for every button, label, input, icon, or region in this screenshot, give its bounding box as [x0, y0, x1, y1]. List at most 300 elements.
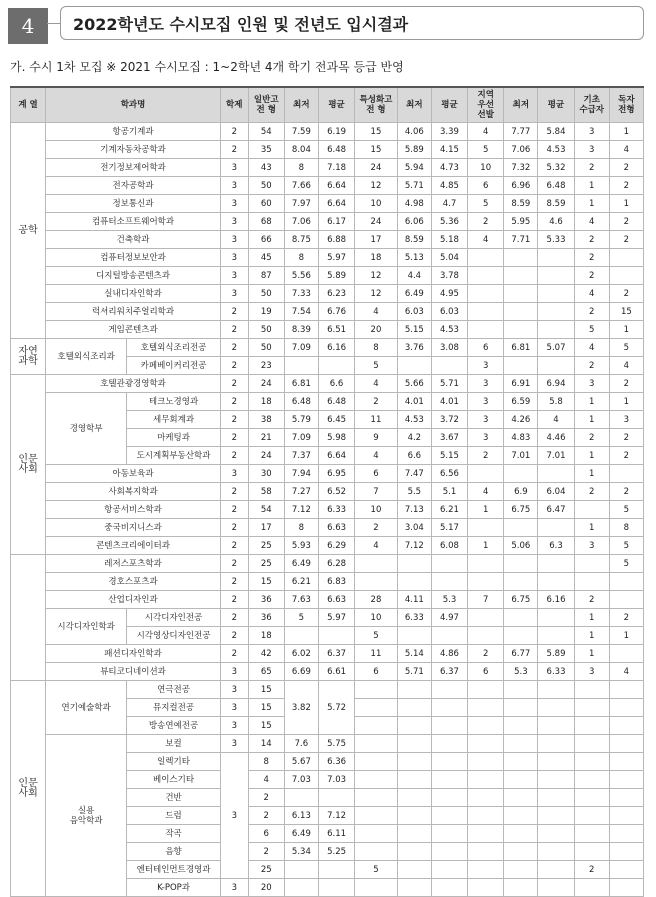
category-cell: 인문 사회 — [11, 681, 46, 897]
value-cell: 6.16 — [538, 591, 574, 609]
value-cell: 4 — [609, 141, 643, 159]
value-cell — [504, 357, 538, 375]
value-cell — [431, 789, 467, 807]
value-cell — [468, 627, 504, 645]
value-cell: 6.03 — [397, 303, 431, 321]
value-cell: 3 — [220, 213, 248, 231]
value-cell: 7 — [355, 483, 398, 501]
value-cell — [468, 717, 504, 735]
value-cell — [431, 555, 467, 573]
value-cell: 8.39 — [284, 321, 318, 339]
col-header: 최저 — [284, 87, 318, 123]
value-cell: 20 — [248, 879, 284, 897]
value-cell: 28 — [355, 591, 398, 609]
value-cell: 3.72 — [431, 411, 467, 429]
value-cell: 5.84 — [538, 123, 574, 141]
value-cell — [609, 753, 643, 771]
value-cell — [468, 771, 504, 789]
table-row — [11, 321, 644, 339]
program-name: 기계자동차공학과 — [46, 141, 221, 159]
table-row — [11, 177, 644, 195]
program-name: 컴퓨터소프트웨어학과 — [46, 213, 221, 231]
value-cell: 7.27 — [284, 483, 318, 501]
value-cell: 5.04 — [431, 249, 467, 267]
value-cell: 4 — [468, 231, 504, 249]
value-cell: 6.33 — [397, 609, 431, 627]
program-name: 호텔관광경영학과 — [46, 375, 221, 393]
value-cell: 4.86 — [431, 645, 467, 663]
value-cell — [397, 879, 431, 897]
table-row — [11, 195, 644, 213]
value-cell: 6.49 — [397, 285, 431, 303]
value-cell: 2 — [574, 483, 609, 501]
value-cell: 2 — [609, 609, 643, 627]
value-cell: 4.2 — [397, 429, 431, 447]
value-cell — [538, 681, 574, 699]
value-cell: 2 — [609, 231, 643, 249]
program-name: 산업디자인과 — [46, 591, 221, 609]
value-cell: 1 — [574, 393, 609, 411]
value-cell — [538, 267, 574, 285]
value-cell: 4.26 — [504, 411, 538, 429]
value-cell: 6.6 — [397, 447, 431, 465]
value-cell: 4.01 — [431, 393, 467, 411]
value-cell — [538, 789, 574, 807]
value-cell: 14 — [248, 735, 284, 753]
table-row — [11, 609, 644, 627]
value-cell: 4.7 — [431, 195, 467, 213]
value-cell: 3.08 — [431, 339, 467, 357]
value-cell — [574, 825, 609, 843]
value-cell: 5.71 — [397, 177, 431, 195]
table-row — [11, 501, 644, 519]
value-cell: 6.88 — [318, 231, 354, 249]
value-cell: 1 — [574, 627, 609, 645]
value-cell — [468, 555, 504, 573]
value-cell: 6.96 — [504, 177, 538, 195]
value-cell — [431, 627, 467, 645]
value-cell: 2 — [220, 519, 248, 537]
value-cell: 6.37 — [431, 663, 467, 681]
value-cell: 6.6 — [318, 375, 354, 393]
value-cell: 4.83 — [504, 429, 538, 447]
value-cell: 3 — [220, 231, 248, 249]
value-cell — [504, 807, 538, 825]
value-cell: 36 — [248, 609, 284, 627]
value-cell — [468, 807, 504, 825]
table-row — [11, 519, 644, 537]
value-cell — [355, 879, 398, 897]
program-name: 항공기계과 — [46, 123, 221, 141]
value-cell — [431, 357, 467, 375]
value-cell: 3 — [468, 357, 504, 375]
section-number: 4 — [8, 8, 48, 44]
program-name: 뷰티코디네이션과 — [46, 663, 221, 681]
value-cell — [574, 735, 609, 753]
value-cell: 3 — [220, 465, 248, 483]
value-cell: 6.49 — [284, 555, 318, 573]
value-cell: 5.89 — [318, 267, 354, 285]
value-cell — [468, 285, 504, 303]
value-cell: 5.34 — [284, 843, 318, 861]
value-cell: 23 — [248, 357, 284, 375]
value-cell: 5.25 — [318, 843, 354, 861]
program-name: 테크노경영과 — [127, 393, 221, 411]
value-cell: 6 — [355, 465, 398, 483]
value-cell: 2 — [248, 843, 284, 861]
value-cell — [504, 699, 538, 717]
value-cell: 4 — [248, 771, 284, 789]
table-row — [11, 267, 644, 285]
value-cell: 12 — [355, 177, 398, 195]
table-row — [11, 375, 644, 393]
value-cell: 38 — [248, 411, 284, 429]
value-cell: 3 — [468, 429, 504, 447]
value-cell — [355, 573, 398, 591]
value-cell — [397, 843, 431, 861]
value-cell — [574, 555, 609, 573]
value-cell: 2 — [220, 303, 248, 321]
value-cell: 5.15 — [431, 447, 467, 465]
value-cell: 30 — [248, 465, 284, 483]
value-cell: 15 — [248, 699, 284, 717]
value-cell: 2 — [609, 447, 643, 465]
program-name: 호텔외식조리전공 — [127, 339, 221, 357]
value-cell: 7.97 — [284, 195, 318, 213]
value-cell: 7.12 — [318, 807, 354, 825]
value-cell: 6.75 — [504, 591, 538, 609]
value-cell: 5 — [284, 609, 318, 627]
value-cell — [538, 825, 574, 843]
value-cell: 15 — [355, 141, 398, 159]
value-cell: 5.1 — [431, 483, 467, 501]
value-cell: 15 — [248, 681, 284, 699]
value-cell: 4 — [574, 213, 609, 231]
value-cell: 3 — [220, 159, 248, 177]
value-cell: 4.53 — [431, 321, 467, 339]
value-cell: 6.69 — [284, 663, 318, 681]
value-cell — [538, 735, 574, 753]
value-cell: 2 — [220, 447, 248, 465]
value-cell: 4 — [574, 285, 609, 303]
value-cell: 1 — [609, 627, 643, 645]
value-cell: 87 — [248, 267, 284, 285]
value-cell: 18 — [248, 627, 284, 645]
value-cell: 3 — [574, 537, 609, 555]
value-cell: 8 — [248, 753, 284, 771]
value-cell — [468, 843, 504, 861]
value-cell: 4.85 — [431, 177, 467, 195]
program-name: 세무회계과 — [127, 411, 221, 429]
value-cell: 6 — [248, 825, 284, 843]
value-cell — [609, 591, 643, 609]
col-header: 학제 — [220, 87, 248, 123]
value-cell — [574, 807, 609, 825]
value-cell: 15 — [609, 303, 643, 321]
value-cell — [397, 825, 431, 843]
value-cell: 6.06 — [397, 213, 431, 231]
value-cell: 4.01 — [397, 393, 431, 411]
value-cell — [431, 825, 467, 843]
value-cell — [538, 519, 574, 537]
value-cell — [397, 717, 431, 735]
value-cell: 7.94 — [284, 465, 318, 483]
value-cell — [431, 807, 467, 825]
value-cell: 2 — [468, 645, 504, 663]
value-cell: 45 — [248, 249, 284, 267]
value-cell: 15 — [248, 717, 284, 735]
value-cell: 5.93 — [284, 537, 318, 555]
value-cell: 5 — [609, 555, 643, 573]
value-cell: 50 — [248, 321, 284, 339]
value-cell: 5.97 — [318, 609, 354, 627]
value-cell: 5.97 — [318, 249, 354, 267]
value-cell: 3 — [220, 285, 248, 303]
value-cell: 5 — [609, 537, 643, 555]
value-cell — [468, 249, 504, 267]
value-cell: 7.06 — [284, 213, 318, 231]
value-cell: 2 — [609, 285, 643, 303]
value-cell: 6.76 — [318, 303, 354, 321]
value-cell — [538, 573, 574, 591]
program-name: 아동보육과 — [46, 465, 221, 483]
value-cell: 1 — [574, 411, 609, 429]
value-cell — [468, 609, 504, 627]
results-table — [10, 86, 644, 897]
value-cell: 2 — [574, 231, 609, 249]
value-cell: 1 — [574, 447, 609, 465]
program-name: 정보통신과 — [46, 195, 221, 213]
value-cell: 3 — [574, 663, 609, 681]
value-cell: 6.81 — [504, 339, 538, 357]
value-cell: 3 — [220, 735, 248, 753]
program-name: 패션디자인학과 — [46, 645, 221, 663]
value-cell: 6.13 — [284, 807, 318, 825]
value-cell — [504, 717, 538, 735]
value-cell: 24 — [355, 213, 398, 231]
value-cell: 3 — [468, 393, 504, 411]
value-cell: 24 — [355, 159, 398, 177]
col-header: 계 열 — [11, 87, 46, 123]
value-cell: 65 — [248, 663, 284, 681]
table-row — [11, 159, 644, 177]
value-cell: 2 — [574, 591, 609, 609]
value-cell — [609, 699, 643, 717]
value-cell: 2 — [609, 483, 643, 501]
col-header: 평균 — [538, 87, 574, 123]
value-cell: 5.67 — [284, 753, 318, 771]
value-cell — [504, 879, 538, 897]
value-cell: 2 — [355, 519, 398, 537]
value-cell: 10 — [468, 159, 504, 177]
value-cell — [609, 789, 643, 807]
value-cell: 3 — [609, 411, 643, 429]
value-cell — [468, 321, 504, 339]
value-cell — [355, 681, 398, 699]
program-name: 시각영상디자인전공 — [127, 627, 221, 645]
value-cell: 3.67 — [431, 429, 467, 447]
category-cell — [11, 555, 46, 681]
value-cell: 3 — [220, 699, 248, 717]
value-cell: 6.16 — [318, 339, 354, 357]
value-cell: 6 — [468, 663, 504, 681]
program-name: 컴퓨터정보보안과 — [46, 249, 221, 267]
program-name: 전자공학과 — [46, 177, 221, 195]
value-cell: 1 — [609, 195, 643, 213]
value-cell — [574, 789, 609, 807]
col-header: 최저 — [504, 87, 538, 123]
value-cell: 6 — [468, 339, 504, 357]
value-cell: 2 — [609, 177, 643, 195]
value-cell: 11 — [355, 645, 398, 663]
value-cell — [609, 879, 643, 897]
value-cell: 6.48 — [284, 393, 318, 411]
value-cell: 4.98 — [397, 195, 431, 213]
value-cell: 8.59 — [397, 231, 431, 249]
col-header: 일반고 전 형 — [248, 87, 284, 123]
program-name: 럭셔리워치주얼리학과 — [46, 303, 221, 321]
table-row — [11, 663, 644, 681]
value-cell: 2 — [574, 357, 609, 375]
value-cell: 8 — [355, 339, 398, 357]
title-box — [60, 6, 644, 40]
value-cell — [397, 771, 431, 789]
value-cell: 7.47 — [397, 465, 431, 483]
value-cell — [538, 879, 574, 897]
value-cell: 4.6 — [538, 213, 574, 231]
value-cell: 8 — [609, 519, 643, 537]
value-cell — [431, 735, 467, 753]
value-cell: 2 — [220, 573, 248, 591]
value-cell: 6 — [355, 663, 398, 681]
value-cell — [538, 717, 574, 735]
value-cell — [538, 285, 574, 303]
value-cell: 4.46 — [538, 429, 574, 447]
program-name: 실내디자인학과 — [46, 285, 221, 303]
value-cell: 8.59 — [538, 195, 574, 213]
value-cell: 8.75 — [284, 231, 318, 249]
value-cell: 5 — [574, 321, 609, 339]
value-cell — [538, 843, 574, 861]
value-cell: 7.6 — [284, 735, 318, 753]
program-name: 사회복지학과 — [46, 483, 221, 501]
value-cell: 7.54 — [284, 303, 318, 321]
value-cell: 1 — [468, 537, 504, 555]
value-cell: 7.01 — [504, 447, 538, 465]
value-cell: 25 — [248, 861, 284, 879]
value-cell: 5.3 — [431, 591, 467, 609]
value-cell — [538, 771, 574, 789]
value-cell: 5.17 — [431, 519, 467, 537]
value-cell: 2 — [574, 429, 609, 447]
value-cell: 2 — [220, 645, 248, 663]
value-cell: 3 — [220, 681, 248, 699]
category-cell: 인문 사회 — [11, 375, 46, 555]
program-name: 보컬 — [127, 735, 221, 753]
dept-group-cell: 연기예술학과 — [46, 681, 127, 735]
value-cell: 6.3 — [538, 537, 574, 555]
value-cell — [538, 249, 574, 267]
value-cell: 5.89 — [538, 645, 574, 663]
program-name: 음향 — [127, 843, 221, 861]
value-cell: 6.03 — [431, 303, 467, 321]
value-cell: 19 — [248, 303, 284, 321]
value-cell: 1 — [574, 609, 609, 627]
value-cell: 5.5 — [397, 483, 431, 501]
value-cell: 6.21 — [431, 501, 467, 519]
value-cell: 4.53 — [397, 411, 431, 429]
value-cell — [397, 627, 431, 645]
value-cell: 5.75 — [318, 735, 354, 753]
value-cell: 6.63 — [318, 591, 354, 609]
value-cell: 6.11 — [318, 825, 354, 843]
value-cell: 4 — [468, 483, 504, 501]
value-cell: 2 — [609, 375, 643, 393]
value-cell: 4.95 — [431, 285, 467, 303]
value-cell: 66 — [248, 231, 284, 249]
value-cell — [355, 699, 398, 717]
value-cell: 6.37 — [318, 645, 354, 663]
value-cell — [318, 789, 354, 807]
program-name: 시각디자인전공 — [127, 609, 221, 627]
program-name: 레저스포츠학과 — [46, 555, 221, 573]
value-cell: 2 — [220, 483, 248, 501]
value-cell: 4 — [609, 357, 643, 375]
value-cell — [574, 717, 609, 735]
table-row — [11, 231, 644, 249]
value-cell — [355, 771, 398, 789]
value-cell: 2 — [220, 555, 248, 573]
value-cell: 5 — [355, 861, 398, 879]
value-cell: 10 — [355, 195, 398, 213]
value-cell — [609, 843, 643, 861]
value-cell: 36 — [248, 591, 284, 609]
value-cell: 2 — [220, 501, 248, 519]
value-cell — [609, 267, 643, 285]
value-cell: 7 — [468, 591, 504, 609]
value-cell: 1 — [574, 195, 609, 213]
value-cell: 7.13 — [397, 501, 431, 519]
value-cell — [504, 321, 538, 339]
value-cell: 4.53 — [538, 141, 574, 159]
value-cell — [468, 735, 504, 753]
value-cell: 7.71 — [504, 231, 538, 249]
value-cell: 5 — [355, 357, 398, 375]
value-cell: 5.71 — [397, 663, 431, 681]
value-cell: 7.18 — [318, 159, 354, 177]
value-cell: 20 — [355, 321, 398, 339]
value-cell: 3 — [220, 195, 248, 213]
program-name: 베이스기타 — [127, 771, 221, 789]
value-cell: 35 — [248, 141, 284, 159]
program-name: 방송연예전공 — [127, 717, 221, 735]
value-cell: 4 — [574, 339, 609, 357]
program-name: 작곡 — [127, 825, 221, 843]
value-cell: 3 — [468, 375, 504, 393]
value-cell: 5 — [609, 339, 643, 357]
program-name: 엔터테인먼트경영과 — [127, 861, 221, 879]
value-cell: 7.09 — [284, 429, 318, 447]
value-cell: 2 — [220, 141, 248, 159]
value-cell — [538, 609, 574, 627]
table-row — [11, 465, 644, 483]
value-cell — [431, 771, 467, 789]
value-cell: 7.59 — [284, 123, 318, 141]
value-cell: 6.19 — [318, 123, 354, 141]
value-cell: 8.59 — [504, 195, 538, 213]
value-cell: 6.49 — [284, 825, 318, 843]
value-cell: 2 — [220, 537, 248, 555]
